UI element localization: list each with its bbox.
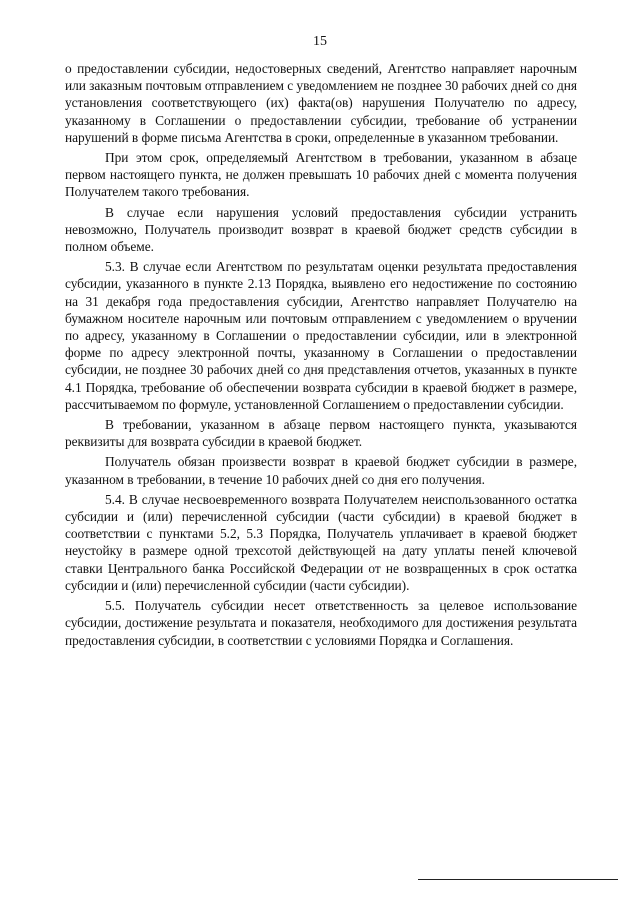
paragraph-full-refund: В случае если нарушения условий предоставления субсидии устранить невозможно, Получатель производит возврат в краевой бюджет средств субсидии в полном объеме. [65, 204, 577, 255]
page-number: 15 [313, 34, 327, 49]
paragraph-deadline: При этом срок, определяемый Агентством в требовании, указанном в абзаце первом настоящего пункта, не должен превышать 10 рабочих дней с момента получения Получателем такого требования. [65, 150, 577, 200]
paragraph-5-4: 5.4. В случае несвоевременного возврата Получателем неиспользованного остатка субсидии и (или) перечисленной субсидии (части субсидии) в краевой бюджет в соответствии с пунктами 5.2, 5.3 Порядка, Получатель уплачивает в краевой бюджет неустойку в размере одной трехсотой действующей на дату уплаты пеней ключевой ставки Центрального банка Российской Федерации от не возвращенных в срок остатка субсидии и (или) перечисленной субсидии (части субсидии). [65, 491, 577, 593]
paragraph-5-3: 5.3. В случае если Агентством по результатам оценки результата предоставления субсидии, указанного в пункте 2.13 Порядка, выявлено его недостижение по состоянию на 31 декабря года предоставления субсидии, Агентство направляет Получателю на бумажном носителе нарочным или почтовым отправлением с уведомлением о вручении по адресу, указанному в Соглашении о предоставлении субсидии, или в электронной форме по адресу электронной почты, указанному в Соглашении о предоставлении субсидии, не позднее 30 рабочих дней со дня представления отчетов, указанных в пункте 4.1 Порядка, требование об обеспечении возврата субсидии в краевой бюджет в размере, рассчитываемом по формуле, установленной Соглашением о предоставлении субсидии. [65, 259, 577, 412]
document-body [65, 60, 577, 652]
paragraph-refund-obligation: Получатель обязан произвести возврат в краевой бюджет субсидии в размере, указанном в требовании, в течение 10 рабочих дней со дня его получения. [65, 454, 577, 487]
paragraph-continuation: о предоставлении субсидии, недостоверных сведений, Агентство направляет нарочным или заказным почтовым отправлением с уведомлением не позднее 30 рабочих дней со дня установления соответствующего (их) факта(ов) нарушения Получателю по адресу, указанному в Соглашении о предоставлении субсидии, требование об устранении нарушений в форме письма Агентства в сроки, определенные в указанном требовании. [65, 61, 577, 145]
paragraph-5-5: 5.5. Получатель субсидии несет ответственность за целевое использование субсидии, достижение результата и показателя, необходимого для достижения результата предоставления субсидии, в соответствии с условиями Порядка и Соглашения. [65, 598, 577, 648]
paragraph-requisites: В требовании, указанном в абзаце первом настоящего пункта, указываются реквизиты для возврата субсидии в краевой бюджет. [65, 417, 577, 450]
footer-rule [418, 879, 618, 880]
